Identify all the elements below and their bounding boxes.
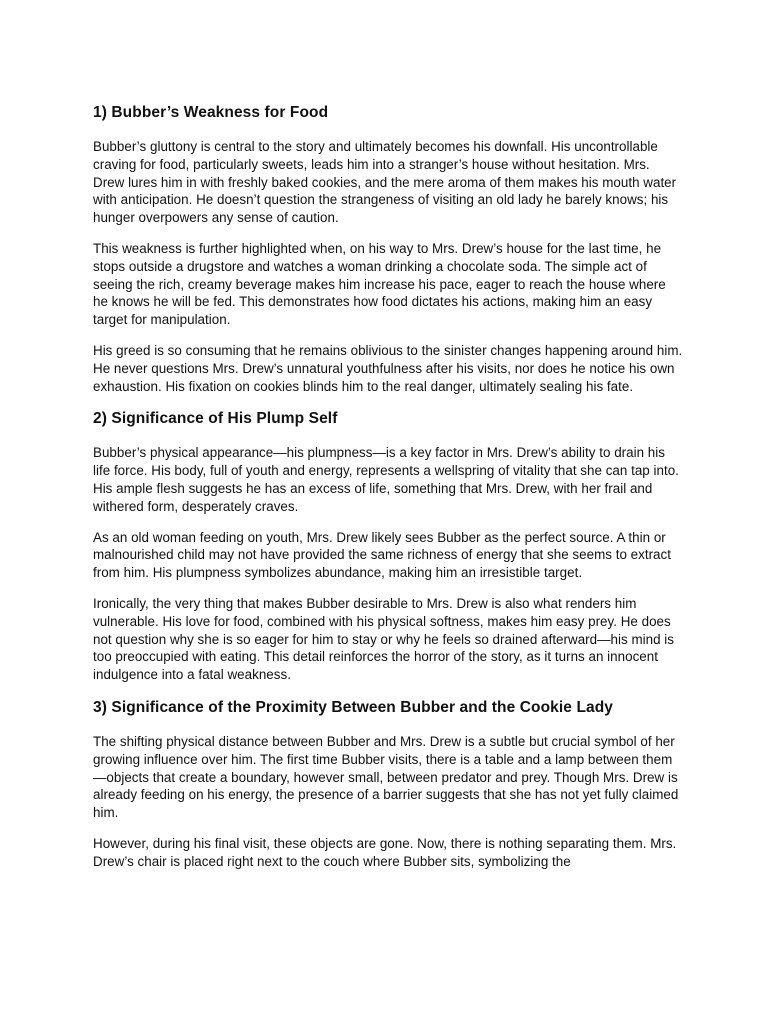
paragraph: As an old woman feeding on youth, Mrs. Drew likely sees Bubber as the perfect source. A thin or malnourished child may not have provided the same richness of energy that she seems to extract from him. His plumpness symbolizes abundance, making him an irresistible target. [93,529,671,581]
paragraph: The shifting physical distance between Bubber and Mrs. Drew is a subtle but crucial symbol of her growing influence over him. The first time Bubber visits, there is a table and a lamp between them—objects that create a boundary, however small, between predator and prey. Though Mrs. Drew is already feeding on his energy, the presence of a barrier suggests that she has not yet fully claimed him. [93,733,679,821]
paragraph: Bubber’s gluttony is central to the story and ultimately becomes his downfall. His uncontrollable craving for food, particularly sweets, leads him into a stranger’s house without hesitation. Mrs. Drew lures him in with freshly baked cookies, and the mere aroma of them makes his mouth water with anticipation. He doesn’t question the strangeness of visiting an old lady he barely knows; his hunger overpowers any sense of caution. [93,139,677,226]
paragraph: His greed is so consuming that he remains oblivious to the sinister changes happening around him. He never questions Mrs. Drew’s unnatural youthfulness after his visits, nor does he notice his own exhaustion. His fixation on cookies blinds him to the real danger, ultimately sealing his fate. [93,342,683,394]
section-heading: 2) Significance of His Plump Self [93,410,338,428]
paragraph: Ironically, the very thing that makes Bubber desirable to Mrs. Drew is also what renders him vulnerable. His love for food, combined with his physical softness, makes him easy prey. He does not question why she is so eager for him to stay or why he feels so drained afterward—his mind is too preoccupied with eating. This detail reinforces the horror of the story, as it turns an innocent indulgence into a fatal weakness. [93,595,674,683]
section-heading: 1) Bubber’s Weakness for Food [93,104,329,121]
paragraph: Bubber’s physical appearance—his plumpness—is a key factor in Mrs. Drew’s ability to drain his life force. His body, full of youth and energy, represents a wellspring of vitality that she can tap into. His ample flesh suggests he has an excess of life, something that Mrs. Drew, with her frail and withered form, desperately craves. [93,445,679,514]
document-page [93,102,683,884]
paragraph: This weakness is further highlighted when, on his way to Mrs. Drew’s house for the last time, he stops outside a drugstore and watches a woman drinking a chocolate soda. The simple act of seeing the rich, creamy beverage makes him increase his pace, eager to reach the house where he knows he will be fed. This demonstrates how food dictates his actions, making him an easy target for manipulation. [93,240,666,328]
section-weakness-for-food [93,102,683,395]
section-proximity [93,697,683,871]
section-plump-self [93,408,683,684]
paragraph: However, during his final visit, these objects are gone. Now, there is nothing separating them. Mrs. Drew’s chair is placed right next to the couch where Bubber sits, symbolizing the [93,835,677,869]
section-heading: 3) Significance of the Proximity Between Bubber and the Cookie Lady [93,698,614,716]
